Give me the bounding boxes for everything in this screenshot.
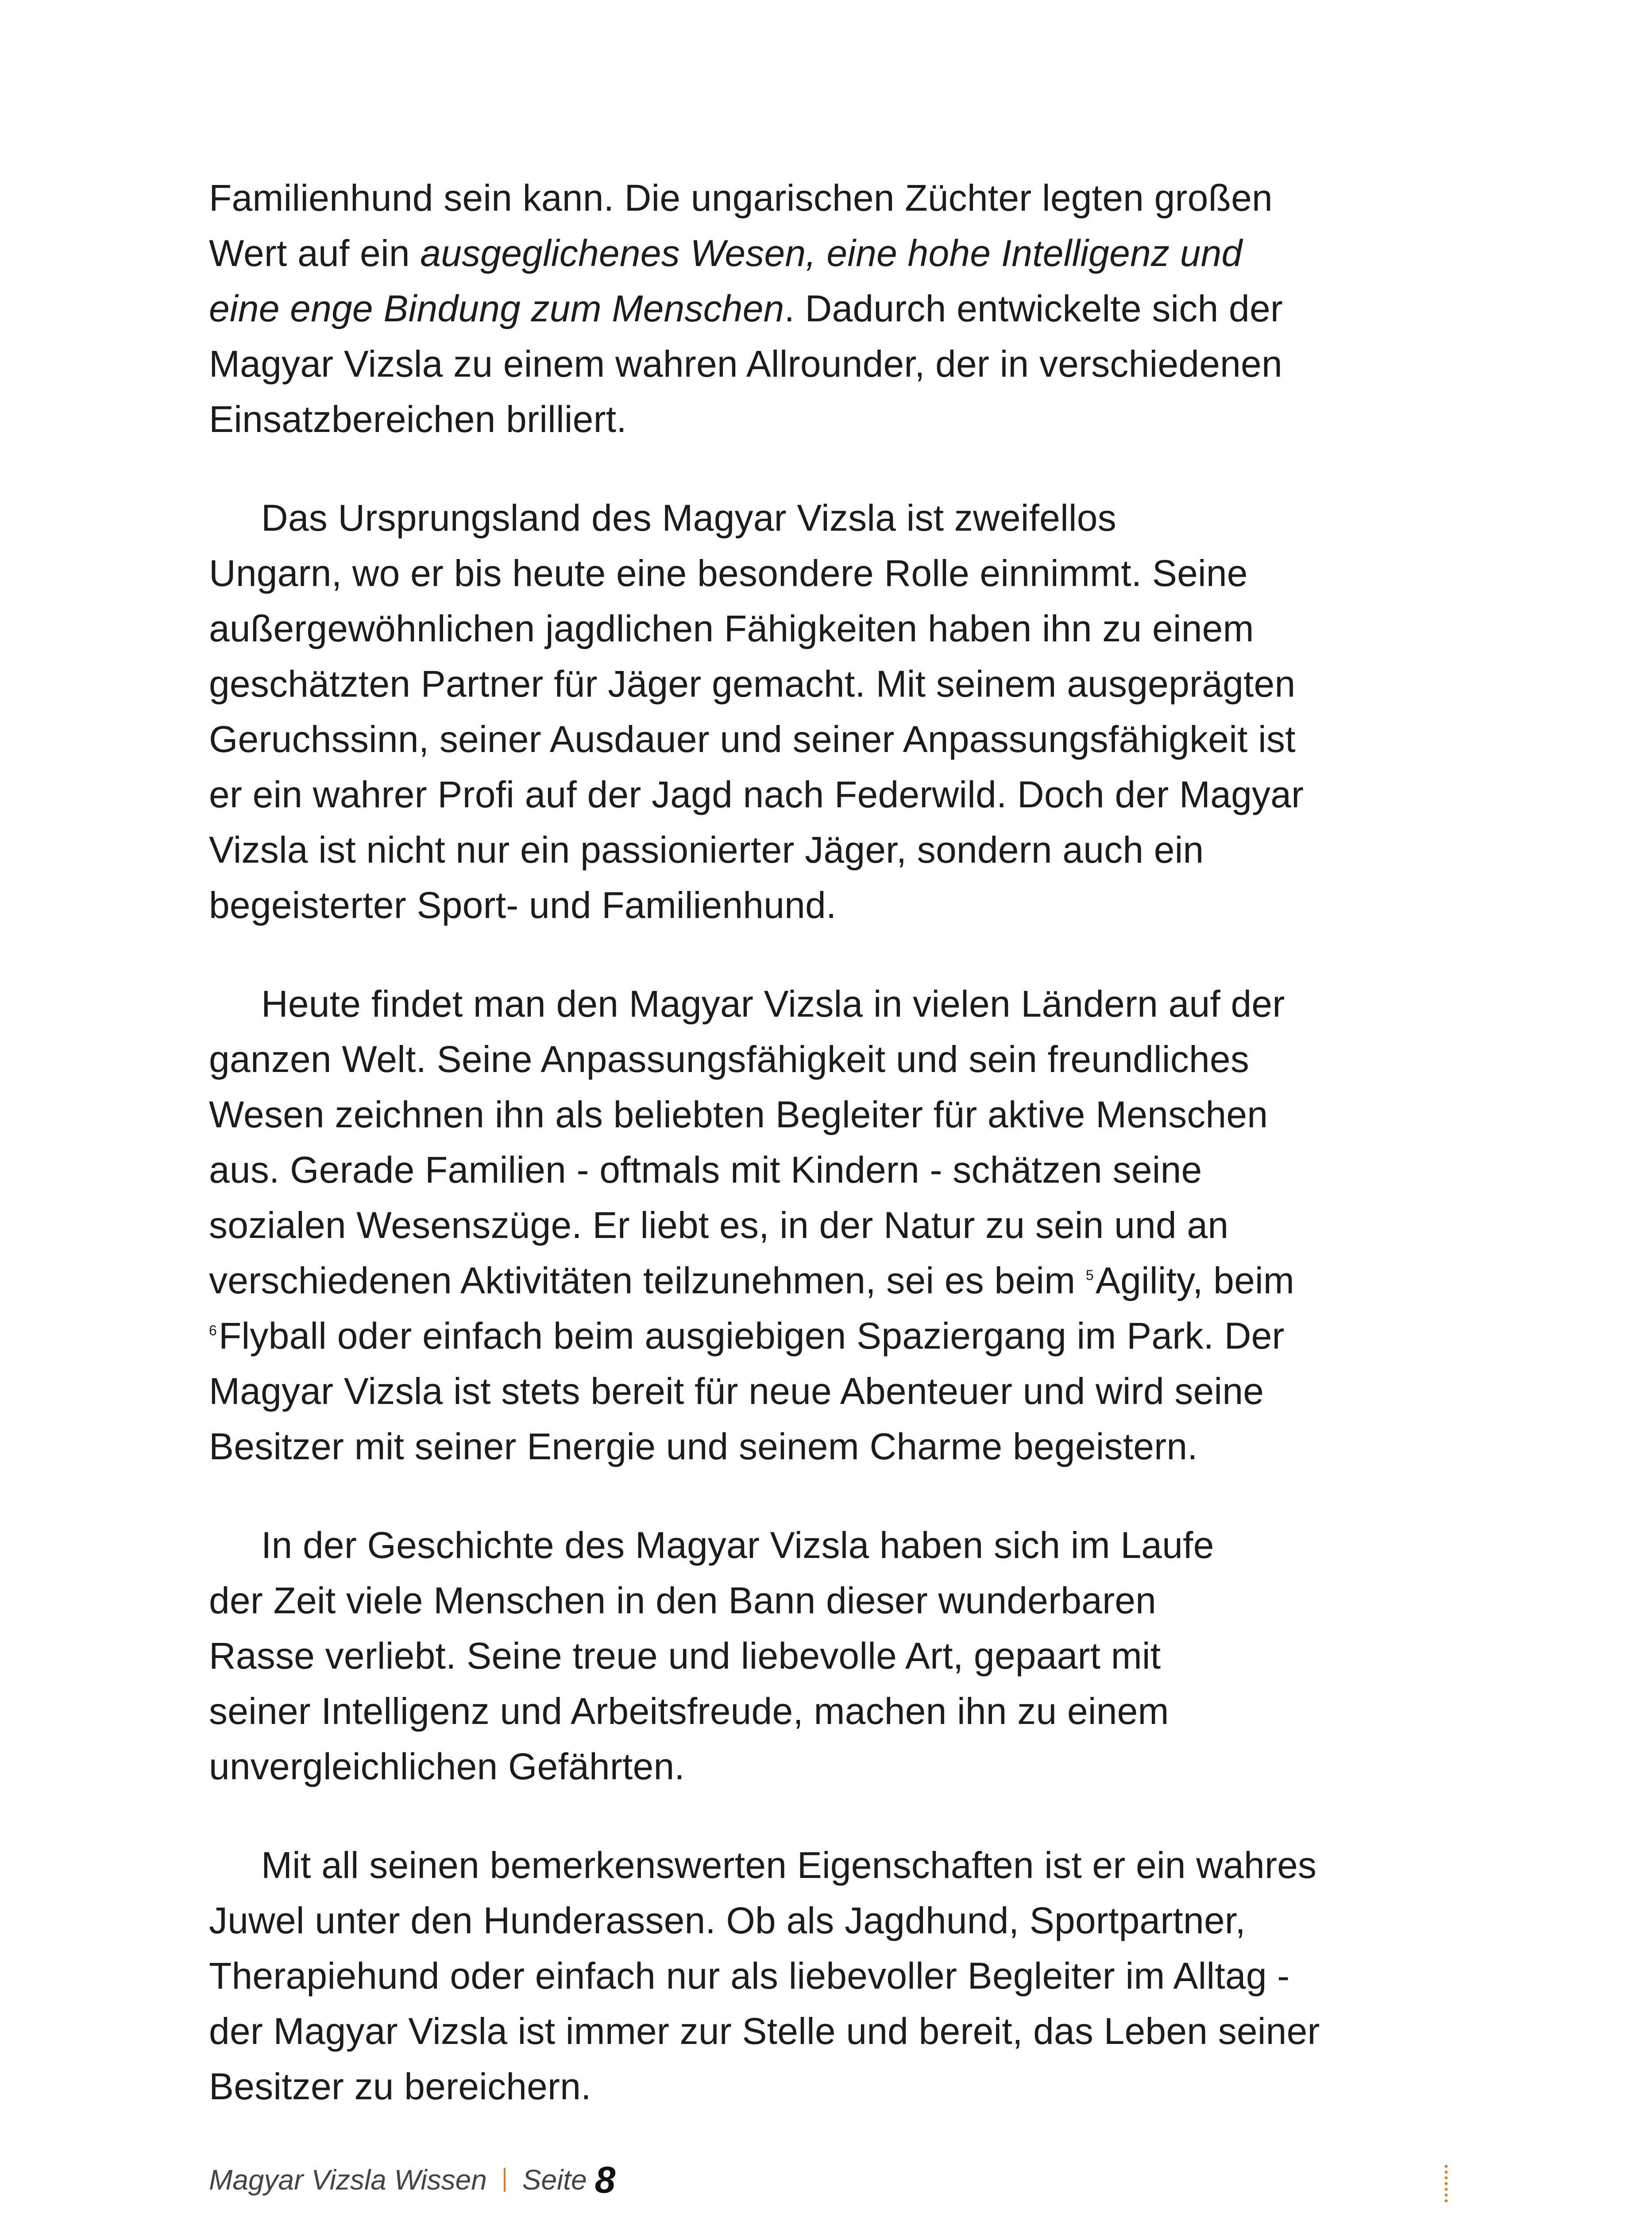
text-line: [209, 656, 1404, 712]
text-line: [209, 2059, 1404, 2114]
text-run: Juwel unter den Hunderassen. Ob als Jagdhund, Sportpartner,: [209, 1900, 1246, 1941]
text-line: [209, 1838, 1404, 1893]
text-line: [209, 1032, 1404, 1087]
page-label: Seite: [522, 2164, 587, 2196]
text-line: [209, 1253, 1404, 1308]
text-run: Wesen zeichnen ihn als beliebten Begleiter für aktive Menschen: [209, 1094, 1268, 1135]
text-run: Mit all seinen bemerkenswerten Eigenschaften ist er ein wahres: [261, 1844, 1317, 1886]
page-body: [209, 170, 1404, 2158]
text-run: In der Geschichte des Magyar Vizsla haben sich im Laufe: [261, 1524, 1214, 1566]
text-line: [209, 226, 1404, 281]
text-run: Agility, beim: [1095, 1260, 1295, 1301]
text-line: [209, 767, 1404, 822]
body-paragraph: [209, 1518, 1404, 1794]
text-line: [209, 281, 1404, 336]
text-run: Wert auf ein: [209, 232, 421, 274]
text-run: Besitzer zu bereichern.: [209, 2066, 591, 2107]
page-number: 8: [594, 2159, 616, 2201]
text-run: der Zeit viele Menschen in den Bann dieser wunderbaren: [209, 1580, 1157, 1621]
text-line: [209, 336, 1404, 392]
text-line: [209, 1308, 1404, 1364]
text-run: Familienhund sein kann. Die ungarischen Züchter legten großen: [209, 177, 1273, 219]
page-footer: [209, 2158, 615, 2202]
text-line: [209, 1419, 1404, 1474]
text-run: Einsatzbereichen brilliert.: [209, 398, 627, 440]
text-line: [209, 976, 1404, 1032]
footer-separator: [504, 2168, 506, 2192]
text-line: [209, 1087, 1404, 1142]
text-line: [209, 1364, 1404, 1419]
text-run: Rasse verliebt. Seine treue und liebevolle Art, gepaart mit: [209, 1635, 1161, 1677]
text-run: Therapiehund oder einfach nur als liebevoller Begleiter im Alltag -: [209, 1955, 1290, 1997]
text-line: [209, 1142, 1404, 1198]
emphasis-text: eine enge Bindung zum Menschen: [209, 288, 784, 329]
text-run: unvergleichlichen Gefährten.: [209, 1746, 685, 1787]
book-title: Magyar Vizsla Wissen: [209, 2164, 487, 2196]
text-run: Magyar Vizsla ist stets bereit für neue Abenteuer und wird seine: [209, 1370, 1264, 1412]
text-line: [209, 1198, 1404, 1253]
text-line: [209, 546, 1404, 601]
text-line: [209, 1518, 1404, 1573]
text-line: [209, 1628, 1404, 1684]
text-line: [209, 1948, 1404, 2004]
text-run: verschiedenen Aktivitäten teilzunehmen, sei es beim: [209, 1260, 1086, 1301]
text-line: [209, 2004, 1404, 2059]
footnote-marker: 5: [1085, 1267, 1094, 1283]
body-paragraph: [209, 976, 1404, 1474]
text-line: [209, 1684, 1404, 1739]
text-line: [209, 878, 1404, 933]
text-line: [209, 1573, 1404, 1628]
text-run: er ein wahrer Profi auf der Jagd nach Federwild. Doch der Magyar: [209, 774, 1304, 815]
text-line: [209, 712, 1404, 767]
text-run: aus. Gerade Familien - oftmals mit Kindern - schätzen seine: [209, 1149, 1202, 1191]
text-run: ganzen Welt. Seine Anpassungsfähigkeit und sein freundliches: [209, 1038, 1250, 1080]
text-run: Heute findet man den Magyar Vizsla in vielen Ländern auf der: [261, 983, 1285, 1025]
text-line: [209, 601, 1404, 656]
text-run: sozialen Wesenszüge. Er liebt es, in der Natur zu sein und an: [209, 1204, 1229, 1246]
text-line: [209, 170, 1404, 226]
dotted-margin-marker: [1444, 2163, 1448, 2204]
text-run: . Dadurch entwickelte sich der: [784, 288, 1283, 329]
text-run: Das Ursprungsland des Magyar Vizsla ist zweifellos: [261, 497, 1116, 539]
footnote-marker: 6: [209, 1322, 217, 1338]
text-run: begeisterter Sport- und Familienhund.: [209, 884, 837, 926]
text-run: geschätzten Partner für Jäger gemacht. Mit seinem ausgeprägten: [209, 663, 1296, 705]
text-run: außergewöhnlichen jagdlichen Fähigkeiten haben ihn zu einem: [209, 608, 1254, 649]
text-run: Magyar Vizsla zu einem wahren Allrounder, der in verschiedenen: [209, 343, 1282, 385]
text-run: der Magyar Vizsla ist immer zur Stelle und bereit, das Leben seiner: [209, 2010, 1320, 2052]
text-line: [209, 490, 1404, 546]
text-line: [209, 392, 1404, 447]
text-run: Ungarn, wo er bis heute eine besondere Rolle einnimmt. Seine: [209, 552, 1248, 594]
text-run: Besitzer mit seiner Energie und seinem Charme begeistern.: [209, 1426, 1198, 1467]
body-paragraph: [209, 170, 1404, 447]
emphasis-text: ausgeglichenes Wesen, eine hohe Intelligenz und: [420, 232, 1243, 274]
body-paragraph: [209, 490, 1404, 933]
text-line: [209, 1739, 1404, 1794]
text-run: Geruchssinn, seiner Ausdauer und seiner Anpassungsfähigkeit ist: [209, 718, 1296, 760]
text-line: [209, 822, 1404, 878]
text-run: Flyball oder einfach beim ausgiebigen Spaziergang im Park. Der: [219, 1315, 1285, 1357]
text-run: seiner Intelligenz und Arbeitsfreude, machen ihn zu einem: [209, 1690, 1169, 1732]
body-paragraph: [209, 1838, 1404, 2114]
text-line: [209, 1893, 1404, 1948]
text-run: Vizsla ist nicht nur ein passionierter Jäger, sondern auch ein: [209, 829, 1204, 871]
